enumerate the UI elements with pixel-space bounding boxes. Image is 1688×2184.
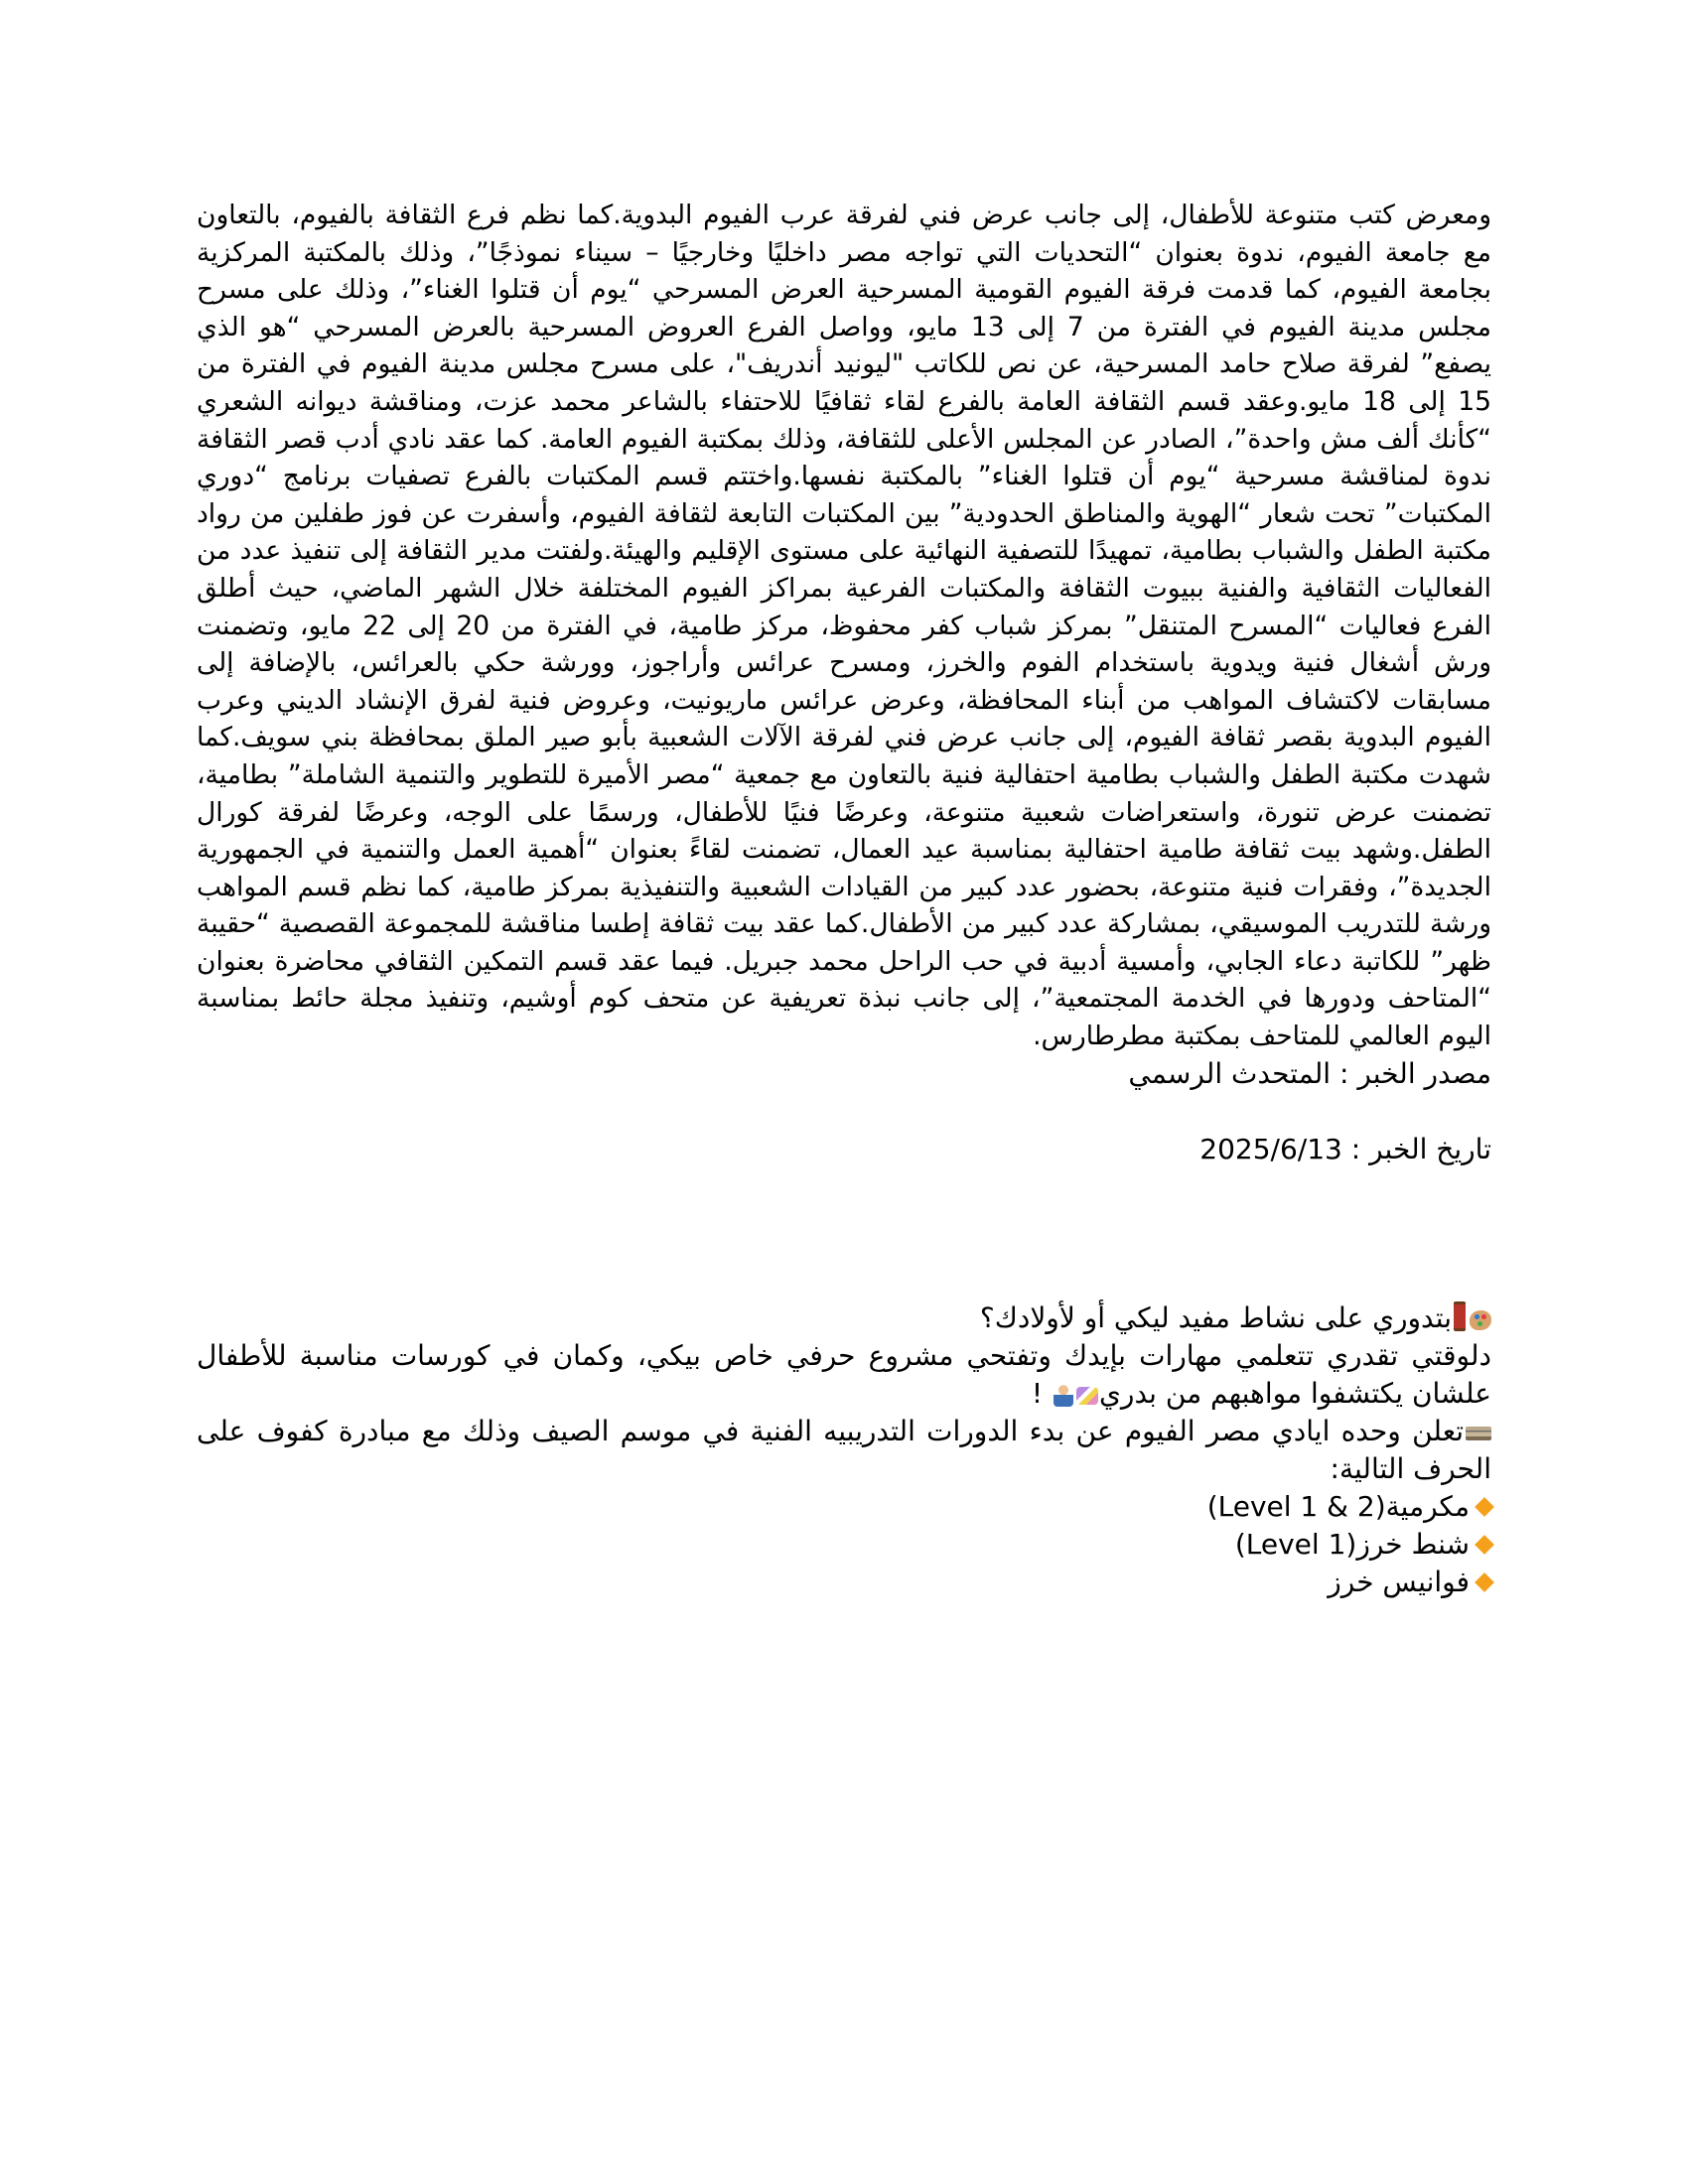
orange-diamond-icon (1475, 1497, 1494, 1517)
sparkles-icon (1076, 1387, 1098, 1405)
announcement-headline-line (197, 1299, 1491, 1337)
announcement-launch-paragraph (197, 1413, 1491, 1488)
thread-spool-icon (1454, 1301, 1466, 1331)
course-announcement (197, 1299, 1491, 1601)
craft-label: فوانيس خرز (1328, 1565, 1470, 1598)
craft-item (197, 1526, 1491, 1564)
announcement-intro-paragraph (197, 1337, 1491, 1413)
craft-label: شنط خرز(Level 1) (1234, 1527, 1470, 1561)
announcement-intro-end: ! (1031, 1376, 1053, 1410)
announcement-launch: تعلن وحده ايادي مصر الفيوم عن بدء الدورات التدريبيه الفنية في موسم الصيف وذلك مع مبادرة كفوف على الحرف التالية: (197, 1414, 1491, 1485)
orange-diamond-icon (1475, 1572, 1494, 1592)
announcement-intro: دلوقتي تقدري تتعلمي مهارات بإيدك وتفتحي مشروع حرفي خاص بيكي، وكمان في كورسات مناسبة للأطفال علشان يكتشفوا مواهبهم من بدري (197, 1338, 1491, 1410)
news-date: تاريخ الخبر : 2025/6/13 (1199, 1132, 1491, 1165)
artist-icon (1054, 1383, 1073, 1407)
books-icon (1466, 1427, 1491, 1440)
crafts-list (197, 1488, 1491, 1601)
news-article-body: ومعرض كتب متنوعة للأطفال، إلى جانب عرض فني لفرقة عرب الفيوم البدوية.كما نظم فرع الثقافة بالفيوم، بالتعاون مع جامعة الفيوم، ندوة بعنوان “التحديات التي تواجه مصر داخليًا وخارجيًا – سيناء نموذجًا”، وذلك بالمكتبة المركزية بجامعة الفيوم، كما قدمت فرقة الفيوم القومية المسرحية العرض المسرحي “يوم أن قتلوا الغناء”، وذلك على مسرح مجلس مدينة الفيوم في الفترة من 7 إلى 13 مايو، وواصل الفرع العروض المسرحية بالعرض المسرحي “هو الذي يصفع” لفرقة صلاح حامد المسرحية، عن نص للكاتب "ليونيد أندريف"، على مسرح مجلس مدينة الفيوم في الفترة من 15 إلى 18 مايو.وعقد قسم الثقافة العامة بالفرع لقاء ثقافيًا للاحتفاء بالشاعر محمد عزت، ومناقشة ديوانه الشعري “كأنك ألف مش واحدة”، الصادر عن المجلس الأعلى للثقافة، وذلك بمكتبة الفيوم العامة. كما عقد نادي أدب قصر الثقافة ندوة لمناقشة مسرحية “يوم أن قتلوا الغناء” بالمكتبة نفسها.واختتم قسم المكتبات بالفرع تصفيات برنامج “دوري المكتبات” تحت شعار “الهوية والمناطق الحدودية” بين المكتبات التابعة لثقافة الفيوم، وأسفرت عن فوز طفلين من رواد مكتبة الطفل والشباب بطامية، تمهيدًا للتصفية النهائية على مستوى الإقليم والهيئة.ولفتت مدير الثقافة إلى تنفيذ عدد من الفعاليات الثقافية والفنية ببيوت الثقافة والمكتبات الفرعية بمراكز الفيوم المختلفة خلال الشهر الماضي، حيث أطلق الفرع فعاليات “المسرح المتنقل” بمركز شباب كفر محفوظ، مركز طامية، في الفترة من 20 إلى 22 مايو، وتضمنت ورش أشغال فنية ويدوية باستخدام الفوم والخرز، ومسرح عرائس وأراجوز، وورشة حكي بالعرائس، بالإضافة إلى مسابقات لاكتشاف المواهب من أبناء المحافظة، وعرض عرائس ماريونيت، وعروض فنية لفرق الإنشاد الديني وعرب الفيوم البدوية بقصر ثقافة الفيوم، إلى جانب عرض فني لفرقة الآلات الشعبية بأبو صير الملق بمحافظة بني سويف.كما شهدت مكتبة الطفل والشباب بطامية احتفالية فنية بالتعاون مع جمعية “مصر الأميرة للتطوير والتنمية الشاملة” بطامية، تضمنت عرض تنورة، واستعراضات شعبية متنوعة، وعرضًا فنيًا للأطفال، ورسمًا على الوجه، وعرضًا لفرقة كورال الطفل.وشهد بيت ثقافة طامية احتفالية بمناسبة عيد العمال، تضمنت لقاءً بعنوان “أهمية العمل والتنمية في الجمهورية الجديدة”، وفقرات فنية متنوعة، بحضور عدد كبير من القيادات الشعبية والتنفيذية بمركز طامية، كما نظم قسم المواهب ورشة للتدريب الموسيقي، بمشاركة عدد كبير من الأطفال.كما عقد بيت ثقافة إطسا مناقشة للمجموعة القصصية “حقيبة ظهر” للكاتبة دعاء الجابي، وأمسية أدبية في حب الراحل محمد جبريل. فيما عقد قسم التمكين الثقافي محاضرة بعنوان “المتاحف ودورها في الخدمة المجتمعية”، إلى جانب نبذة تعريفية عن متحف كوم أوشيم، وتنفيذ مجلة حائط بمناسبة اليوم العالمي للمتاحف بمكتبة مطرطارس. (197, 200, 1492, 1052)
craft-label: مكرمية(Level 1 & 2) (1206, 1489, 1470, 1523)
news-source: مصدر الخبر : المتحدث الرسمي (1128, 1056, 1491, 1090)
orange-diamond-icon (1475, 1535, 1494, 1555)
craft-item (197, 1488, 1491, 1526)
craft-item (197, 1564, 1491, 1601)
document-page (197, 197, 1491, 1601)
palette-icon (1470, 1310, 1491, 1330)
announcement-headline: بتدوري على نشاط مفيد ليكي أو لأولادك؟ (979, 1300, 1452, 1334)
